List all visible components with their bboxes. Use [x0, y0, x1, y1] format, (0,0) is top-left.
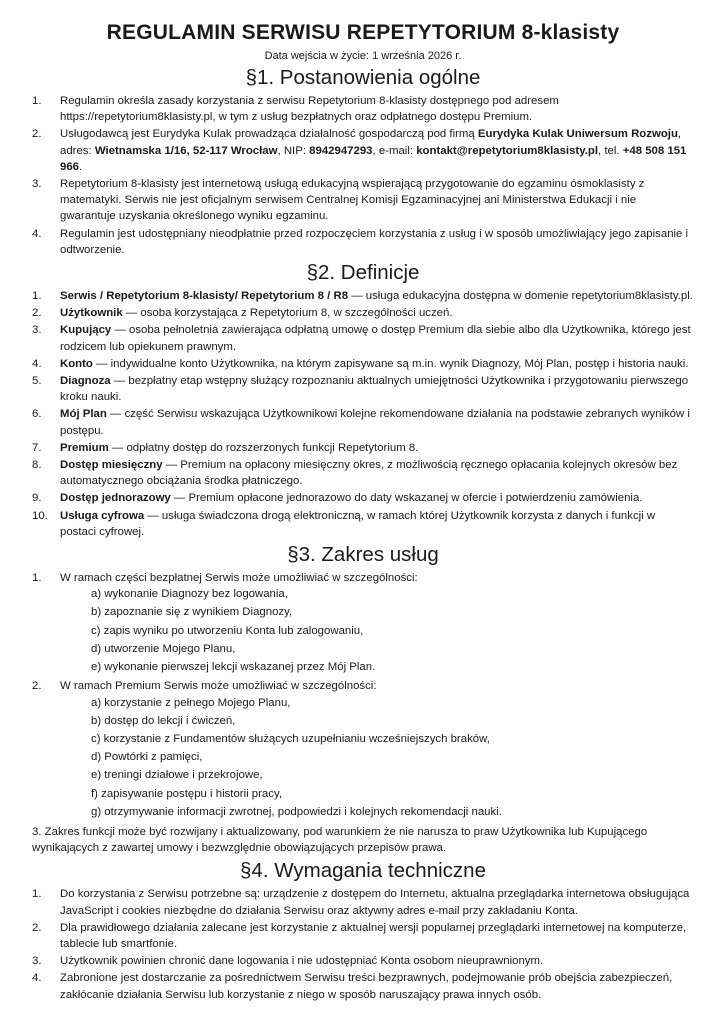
clause-text-bold: +48 508 151 966: [60, 144, 687, 173]
clause-item: [32, 322, 694, 354]
clause-text: [60, 970, 694, 1002]
clause-number: 2.: [32, 307, 42, 320]
clause-number: 2.: [32, 680, 42, 693]
sub-item: b) zapoznanie się z wynikiem Diagnozy,: [91, 606, 293, 619]
clause-text-bold: Kupujący: [60, 324, 112, 337]
clause-text: [60, 305, 694, 321]
section: [32, 260, 694, 540]
clause-text-segment: Do korzystania z Serwisu potrzebne są: urządzenie z dostępem do Internetu, aktualna przeglądarka internetowa obsługująca JavaScript i cookies niezbędne do działania Serwisu oraz aktywny adres e-mail przy zakładaniu Konta.: [60, 888, 690, 917]
clause-text: [60, 953, 694, 969]
clause-text: [60, 678, 694, 822]
clause-text: [60, 570, 694, 677]
clause-text-bold: Użytkownik: [60, 307, 123, 320]
clause-text: [60, 176, 694, 225]
clause-number: 10.: [32, 509, 48, 522]
sub-item: e) treningi działowe i przekrojowe,: [91, 769, 263, 782]
section: [32, 542, 694, 856]
clause-item: [32, 570, 694, 677]
clause-text-segment: , e-mail:: [372, 144, 417, 157]
clause-item: [32, 406, 694, 438]
clause-number: 3.: [32, 178, 42, 191]
clause-text-bold: Konto: [60, 357, 93, 370]
clause-number: 9.: [32, 492, 42, 505]
clause-number: 3.: [32, 955, 42, 968]
clause-item: [32, 886, 694, 918]
clause-text: [60, 322, 694, 354]
clause-item: [32, 93, 694, 125]
clause-text-bold: Wietnamska 1/16, 52-117 Wrocław: [94, 144, 278, 157]
sub-item: b) dostęp do lekcji i ćwiczeń,: [91, 714, 236, 727]
clause-text-segment: — usługa edukacyjna dostępna w domenie repetytorium8klasisty.pl.: [348, 290, 693, 303]
clause-text-bold: Premium: [60, 441, 109, 454]
sub-item: e) wykonanie pierwszej lekcji wskazanej przez Mój Plan.: [91, 661, 376, 674]
clause-list: [32, 288, 694, 540]
clause-text: [60, 440, 694, 456]
clause-number: 2.: [32, 128, 42, 141]
sub-list: [60, 586, 694, 675]
clause-item: [32, 356, 694, 372]
clause-item: [32, 305, 694, 321]
clause-text-bold: 8942947293: [309, 144, 373, 157]
effective-date: Data wejścia w życie: 1 września 2026 r.: [264, 50, 462, 62]
clause-number: 4.: [32, 972, 42, 985]
clause-text-segment: — Premium na opłacony miesięczny okres, z możliwością ręcznego opłacania kolejnych okresów bez automatycznego obciążania środka płatniczego.: [60, 459, 678, 488]
clause-text: [60, 93, 694, 125]
clause-text-segment: Regulamin jest udostępniany nieodpłatnie przed rozpoczęciem korzystania z usług i w sposób umożliwiający jego zapisanie i odtworzenie.: [60, 227, 689, 256]
clause-item: [32, 176, 694, 225]
section: [32, 858, 694, 1002]
clause-text: [60, 490, 694, 506]
clause-text-segment: — bezpłatny etap wstępny służący rozpoznaniu aktualnych umiejętności Użytkownika i przygotowaniu pierwszego kroku nauki.: [60, 375, 689, 404]
clause-number: 1.: [32, 572, 42, 585]
clause-number: 1.: [32, 888, 42, 901]
sub-list: [60, 695, 694, 820]
section-heading: §2. Definicje: [306, 261, 420, 285]
clause-text-bold: Serwis / Repetytorium 8-klasisty/ Repetytorium 8 / R8: [60, 290, 349, 303]
clause-item: [32, 953, 694, 969]
clause-number: 8.: [32, 459, 42, 472]
clause-text-segment: Użytkownik powinien chronić dane logowania i nie udostępniać Konta osobom nieuprawnionym.: [60, 955, 544, 968]
clause-text: [60, 126, 694, 175]
clause-item: [32, 226, 694, 258]
clause-number: 3.: [32, 324, 42, 337]
clause-text-bold: Mój Plan: [60, 408, 107, 421]
clause-item: [32, 490, 694, 506]
sub-item: c) zapis wyniku po utworzeniu Konta lub zalogowaniu,: [91, 624, 364, 637]
clause-text-segment: — odpłatny dostęp do rozszerzonych funkcji Repetytorium 8.: [108, 441, 419, 454]
clause-text-segment: Dla prawidłowego działania zalecane jest korzystanie z aktualnej wersji popularnej przeglądarki internetowej na komputerze, tablecie lub smartfonie.: [60, 921, 687, 950]
clause-text-segment: , adres:: [60, 128, 682, 157]
clause-text: [60, 886, 694, 918]
clause-list: [32, 886, 694, 1002]
clause-text-segment: W ramach Premium Serwis może umożliwiać w szczególności:: [60, 680, 377, 693]
clause-text-bold: Dostęp miesięczny: [60, 459, 163, 472]
clause-text-segment: — Premium opłacone jednorazowo do daty wskazanej w ofercie i potwierdzeniu zamówienia.: [170, 492, 643, 505]
clause-text: [60, 406, 694, 438]
clause-text-segment: Regulamin określa zasady korzystania z serwisu Repetytorium 8-klasisty dostępnego pod adresem https://repetytorium8klasisty.pl, w tym z usług bezpłatnych oraz odpłatnego dostępu Premium.: [60, 95, 559, 124]
clause-text-segment: , NIP:: [277, 144, 310, 157]
clause-number: 4.: [32, 227, 42, 240]
clause-item: [32, 920, 694, 952]
clause-text: [60, 508, 694, 540]
section-heading: §4. Wymagania techniczne: [240, 859, 486, 883]
sub-item: c) korzystanie z Fundamentów służących uzupełnianiu wcześniejszych braków,: [91, 732, 490, 745]
clause-text: [60, 226, 694, 258]
sub-item: g) otrzymywanie informacji zwrotnej, podpowiedzi i kolejnych rekomendacji nauki.: [91, 805, 502, 818]
clause-number: 6.: [32, 408, 42, 421]
clause-text: [60, 356, 694, 372]
clause-number: 2.: [32, 921, 42, 934]
clause-text-segment: — indywidualne konto Użytkownika, na którym zapisywane są m.in. wynik Diagnozy, Mój Plan, postęp i historia nauki.: [92, 357, 689, 370]
clause-text-bold: Dostęp jednorazowy: [60, 492, 171, 505]
sub-item: a) korzystanie z pełnego Mojego Planu,: [91, 696, 291, 709]
sub-item: d) utworzenie Mojego Planu,: [91, 642, 236, 655]
sub-item: d) Powtórki z pamięci,: [91, 751, 203, 764]
clause-text-segment: — usługa świadczona drogą elektroniczną, w ramach której Użytkownik korzysta z danych i funkcji w postaci cyfrowej.: [60, 509, 656, 538]
clause-item-tail: 3. Zakres funkcji może być rozwijany i aktualizowany, pod warunkiem że nie narusza to praw Użytkownika lub Kupującego wynikających z zawartej umowy i bezwzględnie obowiązujących przepisów prawa.: [32, 825, 648, 855]
clause-text: [60, 288, 694, 304]
document-body: [32, 65, 694, 1003]
clause-text-bold: kontakt@repetytorium8klasisty.pl: [416, 144, 598, 157]
clause-text-segment: Zabronione jest dostarczanie za pośrednictwem Serwisu treści bezprawnych, podejmowanie prób obejścia zabezpieczeń, zakłócanie działania Serwisu lub korzystanie z niego w sposób naruszający prawa innych osób.: [60, 972, 673, 1001]
clause-item: [32, 678, 694, 822]
clause-item: [32, 440, 694, 456]
clause-item: [32, 126, 694, 175]
clause-text-segment: Repetytorium 8-klasisty jest internetową usługą edukacyjną wspierającą przygotowanie do egzaminu ósmoklasisty z matematyki. Serwis nie jest oficjalnym serwisem Centralnej Komisji Egzaminacyjnej ani Ministerstwa Edukacji i nie gwarantuje uzyskania określonego wyniku egzaminu.: [60, 178, 645, 223]
clause-text-bold: Eurydyka Kulak Uniwersum Rozwoju: [477, 128, 678, 141]
clause-text-bold: Usługa cyfrowa: [60, 509, 145, 522]
clause-number: 7.: [32, 441, 42, 454]
section: [32, 65, 694, 258]
clause-text-segment: , tel.: [598, 144, 623, 157]
clause-list: [32, 93, 694, 258]
clause-text-segment: — część Serwisu wskazująca Użytkownikowi kolejne rekomendowane działania na podstawie zebranych wyników i postępu.: [60, 408, 690, 437]
clause-text-segment: Usługodawcą jest Eurydyka Kulak prowadząca działalność gospodarczą pod firmą: [60, 128, 478, 141]
clause-text-segment: .: [79, 160, 83, 173]
clause-number: 5.: [32, 375, 42, 388]
clause-text: [60, 457, 694, 489]
document-title: REGULAMIN SERWISU REPETYTORIUM 8-klasisty: [106, 21, 620, 44]
clause-number: 1.: [32, 290, 42, 303]
clause-text: [60, 373, 694, 405]
section-heading: §3. Zakres usług: [287, 543, 439, 567]
clause-text-segment: — osoba korzystająca z Repetytorium 8, w szczególności uczeń.: [122, 307, 453, 320]
clause-item: [32, 373, 694, 405]
clause-number: 1.: [32, 95, 42, 107]
sub-item: f) zapisywanie postępu i historii pracy,: [91, 787, 282, 800]
clause-item: [32, 508, 694, 540]
clause-item: [32, 970, 694, 1002]
section-heading: §1. Postanowienia ogólne: [245, 66, 481, 89]
clause-text-segment: — osoba pełnoletnia zawierająca odpłatną umowę o dostęp Premium dla siebie albo dla Użytkownika, którego jest rodzicem lub opiekunem prawnym.: [60, 324, 691, 353]
clause-text: [60, 920, 694, 952]
clause-text-bold: Diagnoza: [60, 375, 111, 388]
clause-text-segment: W ramach części bezpłatnej Serwis może umożliwiać w szczególności:: [60, 572, 418, 585]
sub-item: a) wykonanie Diagnozy bez logowania,: [91, 588, 288, 601]
clause-item: [32, 288, 694, 304]
clause-number: 4.: [32, 357, 42, 370]
clause-list: [32, 570, 694, 822]
clause-item: [32, 457, 694, 489]
